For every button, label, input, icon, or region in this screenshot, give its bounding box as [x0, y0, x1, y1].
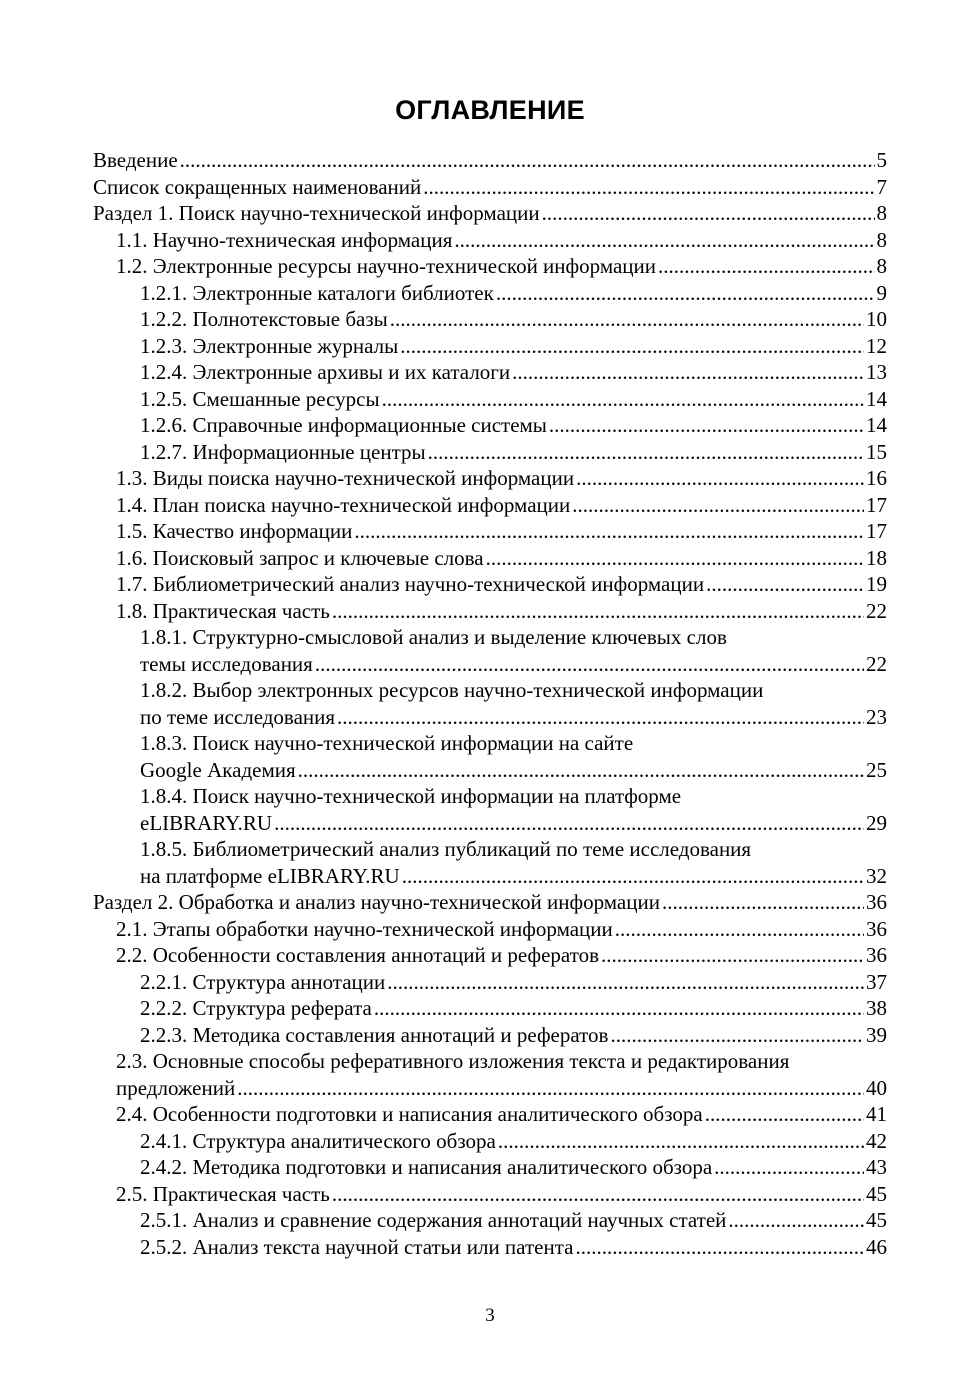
toc-entry-page: 36: [866, 916, 887, 941]
toc-entry-page: 17: [866, 492, 887, 517]
toc-entry-page: 16: [866, 466, 887, 490]
table-of-contents: [93, 147, 887, 1260]
toc-entry-label: Введение: [93, 148, 178, 172]
toc-entry-1-8-2[interactable]: [140, 677, 887, 730]
dot-leader: [454, 227, 874, 254]
toc-entry-1-2-6[interactable]: [140, 412, 887, 439]
toc-entry-label: 2.5.1. Анализ и сравнение содержания аннотаций научных статей: [140, 1208, 727, 1232]
toc-entry-page: 36: [866, 943, 887, 967]
dot-leader: [706, 571, 864, 598]
toc-entry-1-1[interactable]: [116, 227, 887, 254]
toc-entry-label: 1.2.5. Смешанные ресурсы: [140, 386, 380, 411]
dot-leader: [496, 280, 875, 307]
toc-entry-label: 1.7. Библиометрический анализ научно-технической информации: [116, 572, 705, 596]
toc-entry-2-4-2[interactable]: [140, 1154, 887, 1181]
toc-entry-page: 41: [866, 1102, 887, 1126]
dot-leader: [332, 598, 864, 625]
toc-entry-label: 1.4. План поиска научно-технической информации: [116, 492, 571, 517]
dot-leader: [423, 174, 874, 201]
toc-entry-label: 2.2.3. Методика составления аннотаций и рефератов: [140, 1022, 609, 1047]
toc-entry-label: 2.2.2. Структура реферата: [140, 996, 372, 1020]
dot-leader: [572, 492, 864, 519]
toc-entry-page: 43: [866, 1155, 887, 1179]
dot-leader: [714, 1154, 864, 1181]
toc-entry-label: 1.8. Практическая часть: [116, 598, 330, 623]
toc-entry-page: 37: [866, 969, 887, 994]
toc-entry-1-3[interactable]: [116, 465, 887, 492]
toc-entry-label-line1: 1.8.1. Структурно-смысловой анализ и выделение ключевых слов: [140, 625, 727, 649]
toc-entry-1-8-4[interactable]: [140, 783, 887, 836]
toc-entry-page: 32: [866, 863, 887, 888]
toc-entry-1-4[interactable]: [116, 492, 887, 519]
page-number: 3: [485, 1305, 495, 1326]
toc-entry-page: 7: [876, 174, 887, 199]
dot-leader: [180, 147, 875, 174]
toc-entry-label-line1: 1.8.5. Библиометрический анализ публикаций по теме исследования: [140, 837, 752, 861]
toc-entry-label: 1.6. Поисковый запрос и ключевые слова: [116, 545, 484, 570]
toc-entry-page: 45: [866, 1208, 887, 1232]
toc-entry-page: 9: [876, 280, 887, 305]
toc-entry-2-2[interactable]: [116, 942, 887, 969]
toc-entry-label: 1.5. Качество информации: [116, 519, 353, 543]
toc-entry-page: 29: [866, 810, 887, 835]
dot-leader: [387, 969, 864, 996]
dot-leader: [601, 942, 864, 969]
dot-leader: [728, 1207, 864, 1234]
dot-leader: [354, 518, 864, 545]
toc-entry-2-2-3[interactable]: [140, 1022, 887, 1049]
dot-leader: [274, 810, 864, 837]
dot-leader: [575, 1234, 864, 1261]
dot-leader: [542, 200, 875, 227]
toc-entry-label-line2: предложений: [116, 1075, 236, 1100]
dot-leader: [705, 1101, 864, 1128]
toc-entry-label: Раздел 2. Обработка и анализ научно-технической информации: [93, 890, 660, 914]
toc-entry-1-8-3[interactable]: [140, 730, 887, 783]
toc-entry-page: 46: [866, 1234, 887, 1259]
page-title: ОГЛАВЛЕНИЕ: [395, 95, 585, 125]
toc-entry-label: 2.5.2. Анализ текста научной статьи или патента: [140, 1234, 574, 1259]
toc-entry-label: 2.4.1. Структура аналитического обзора: [140, 1128, 496, 1153]
dot-leader: [486, 545, 864, 572]
toc-entry-2-1[interactable]: [116, 916, 887, 943]
toc-entry-1-7[interactable]: [116, 571, 887, 598]
toc-entry-label-line2: на платформе eLIBRARY.RU: [140, 863, 400, 888]
dot-leader: [615, 916, 864, 943]
dot-leader: [390, 306, 864, 333]
dot-leader: [658, 253, 874, 280]
toc-entry-page: 38: [866, 996, 887, 1020]
toc-entry-1-8[interactable]: [116, 598, 887, 625]
toc-entry-2-2-1[interactable]: [140, 969, 887, 996]
toc-entry-label: 2.2. Особенности составления аннотаций и рефератов: [116, 943, 600, 967]
toc-entry-1-5[interactable]: [116, 518, 887, 545]
toc-entry-label: 2.2.1. Структура аннотации: [140, 969, 386, 994]
toc-entry-page: 8: [876, 201, 887, 225]
toc-entry-introduction[interactable]: [93, 147, 887, 174]
toc-entry-1-6[interactable]: [116, 545, 887, 572]
toc-entry-page: 45: [866, 1181, 887, 1206]
toc-entry-page: 25: [866, 757, 887, 782]
toc-entry-label: 1.2.3. Электронные журналы: [140, 333, 399, 358]
toc-entry-label: 2.4. Особенности подготовки и написания аналитического обзора: [116, 1102, 703, 1126]
dot-leader: [512, 359, 864, 386]
dot-leader: [382, 386, 864, 413]
toc-entry-label: 1.1. Научно-техническая информация: [116, 227, 453, 252]
toc-entry-1-2-5[interactable]: [140, 386, 887, 413]
dot-leader: [315, 651, 864, 678]
dot-leader: [332, 1181, 864, 1208]
toc-entry-section-2[interactable]: [93, 889, 887, 916]
toc-entry-1-8-5[interactable]: [140, 836, 887, 889]
toc-entry-label: Список сокращенных наименований: [93, 174, 422, 199]
dot-leader: [400, 333, 864, 360]
toc-entry-2-5-1[interactable]: [140, 1207, 887, 1234]
toc-entry-2-3[interactable]: [116, 1048, 887, 1101]
toc-entry-1-2-4[interactable]: [140, 359, 887, 386]
toc-entry-label: 2.5. Практическая часть: [116, 1181, 330, 1206]
dot-leader: [610, 1022, 864, 1049]
toc-entry-2-5[interactable]: [116, 1181, 887, 1208]
dot-leader: [498, 1128, 864, 1155]
toc-entry-1-2[interactable]: [116, 253, 887, 280]
toc-entry-page: 23: [866, 704, 887, 729]
toc-entry-page: 14: [866, 413, 887, 437]
toc-entry-2-4[interactable]: [116, 1101, 887, 1128]
toc-entry-label: Раздел 1. Поиск научно-технической информации: [93, 201, 540, 225]
dot-leader: [337, 704, 864, 731]
dot-leader: [237, 1075, 864, 1102]
toc-entry-1-2-7[interactable]: [140, 439, 887, 466]
toc-entry-label: 1.2.1. Электронные каталоги библиотек: [140, 280, 494, 305]
toc-entry-label-line2: eLIBRARY.RU: [140, 810, 273, 835]
toc-entry-section-1[interactable]: [93, 200, 887, 227]
toc-entry-page: 8: [876, 227, 887, 252]
toc-entry-label-line2: темы исследования: [140, 651, 313, 676]
toc-entry-1-2-2[interactable]: [140, 306, 887, 333]
toc-entry-page: 40: [866, 1075, 887, 1100]
toc-entry-page: 10: [866, 307, 887, 331]
toc-entry-page: 5: [876, 148, 887, 172]
dot-leader: [662, 889, 864, 916]
toc-entry-1-2-3[interactable]: [140, 333, 887, 360]
dot-leader: [428, 439, 864, 466]
toc-entry-page: 13: [866, 360, 887, 384]
toc-entry-page: 12: [866, 333, 887, 358]
toc-entry-2-2-2[interactable]: [140, 995, 887, 1022]
toc-entry-page: 22: [866, 651, 887, 676]
toc-entry-2-4-1[interactable]: [140, 1128, 887, 1155]
toc-entry-page: 19: [866, 572, 887, 596]
toc-entry-page: 14: [866, 386, 887, 411]
toc-entry-page: 39: [866, 1022, 887, 1047]
dot-leader: [549, 412, 864, 439]
toc-entry-label: 2.1. Этапы обработки научно-технической информации: [116, 916, 613, 941]
toc-entry-label: 1.2.4. Электронные архивы и их каталоги: [140, 360, 511, 384]
toc-entry-1-8-1[interactable]: [140, 624, 887, 677]
toc-entry-label-line1: 1.8.2. Выбор электронных ресурсов научно-технической информации: [140, 678, 764, 702]
dot-leader: [374, 995, 864, 1022]
toc-entry-page: 22: [866, 598, 887, 623]
toc-entry-2-5-2[interactable]: [140, 1234, 887, 1261]
toc-entry-page: 18: [866, 545, 887, 570]
toc-entry-page: 15: [866, 439, 887, 464]
toc-entry-label: 2.4.2. Методика подготовки и написания аналитического обзора: [140, 1155, 713, 1179]
toc-entry-label: 1.2. Электронные ресурсы научно-технической информации: [116, 254, 657, 278]
dot-leader: [402, 863, 864, 890]
toc-entry-label: 1.3. Виды поиска научно-технической информации: [116, 466, 575, 490]
dot-leader: [298, 757, 864, 784]
toc-entry-page: 36: [866, 890, 887, 914]
toc-entry-1-2-1[interactable]: [140, 280, 887, 307]
toc-entry-abbreviations[interactable]: [93, 174, 887, 201]
toc-entry-label-line1: 2.3. Основные способы реферативного изложения текста и редактирования: [116, 1049, 790, 1073]
toc-entry-page: 42: [866, 1128, 887, 1153]
toc-entry-label: 1.2.6. Справочные информационные системы: [140, 413, 547, 437]
toc-entry-label: 1.2.2. Полнотекстовые базы: [140, 307, 388, 331]
toc-entry-label-line1: 1.8.3. Поиск научно-технической информации на сайте: [140, 731, 634, 755]
toc-entry-page: 8: [876, 254, 887, 278]
toc-entry-label-line1: 1.8.4. Поиск научно-технической информации на платформе: [140, 784, 682, 808]
toc-entry-label-line2: по теме исследования: [140, 704, 336, 729]
toc-entry-label: 1.2.7. Информационные центры: [140, 439, 426, 464]
toc-entry-page: 17: [866, 519, 887, 543]
toc-entry-label-line2: Google Академия: [140, 757, 296, 782]
dot-leader: [576, 465, 864, 492]
